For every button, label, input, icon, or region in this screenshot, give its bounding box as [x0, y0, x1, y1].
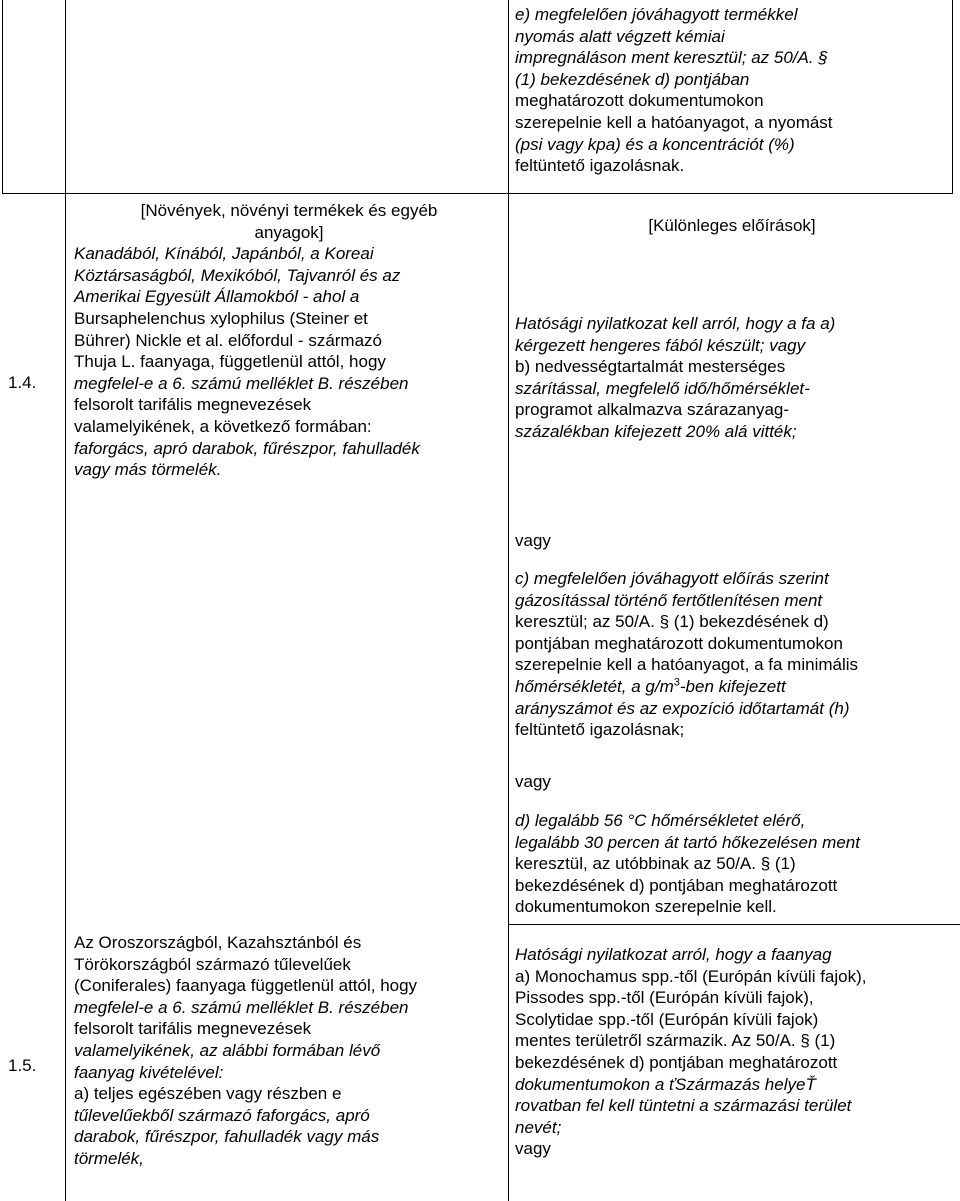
row-1-4-heading-cont: anyagok]: [254, 222, 324, 242]
continuation-item-e: e) megfelelően jóváhagyott termékkel nyomás alatt végzett kémiai impregnáláson ment keresztül; az 50/A. § (1) bekezdésének d) pontjában meghatározott dokumentumokon szerepelnie kell a hatóanyagot, a nyomást (psi vagy kpa) és a koncentrációt (%) feltüntető igazolásnak.: [515, 5, 833, 176]
row-1-4-description: [Növények, növényi termékek és egyéb anyagok] Kanadából, Kínából, Japánból, a Koreai Köztársaságból, Mexikóból, Tajvanról és az Amerikai Egyesült Államokból - ahol a Bursaphelenchus xylophilus (Steiner et Bührer) Nickle et al. előfordul - származó Thuja L. faanyaga, függetlenül attól, hogy megfelel-e a 6. számú melléklet B. részében felsorolt tarifális megnevezések valamelyikének, a következő formában: faforgács, apró darabok, fűrészpor, fahulladék vagy más törmelék.: [74, 200, 504, 481]
table-border-left: [2, 0, 3, 194]
row-1-4-requirement-a-b: Hatósági nyilatkozat kell arról, hogy a fa a) kérgezett hengeres fából készült; vagy b) nedvességtartalmát mesterséges szárítással, megfelelő idő/hőmérséklet- programot alkalmazva szárazanyag- százalékban kifejezett 20% alá vitték;: [515, 314, 836, 441]
table-divider-number-column: [65, 0, 66, 1201]
row-1-4-heading: [Növények, növényi termékek és egyéb: [140, 201, 438, 220]
row-1-5-description: Az Oroszországból, Kazahsztánból és Törökországból származó tűlevelűek (Coniferales) faanyaga függetlenül attól, hogy megfelel-e a 6. számú melléklet B. részében felsorolt tarifális megnevezések valamelyikének, az alábbi formában lévő faanyag kivételével: a) teljes egészében vagy részben e tűlevelűekből származó faforgács, apró darabok, fűrészpor, fahulladék vagy más törmelék,: [74, 933, 418, 1168]
row-1-4-requirements-heading: [Különleges előírások]: [648, 216, 816, 235]
cubic-superscript: 3: [673, 676, 680, 689]
table-rule-top-cell: [2, 193, 953, 194]
row-1-5-requirements: Hatósági nyilatkozat arról, hogy a faanyag a) Monochamus spp.-től (Európán kívüli fajok), Pissodes spp.-től (Európán kívüli fajok), Scolytidae spp.-től (Európán kívüli fajok) mentes területről származik. Az 50/A. § (1) bekezdésének d) pontjában meghatározott dokumentumokon a ťSzármazás helyeŤ rovatban fel kell tüntetni a származási terület nevét; vagy: [515, 945, 867, 1159]
row-number-1-5: 1.5.: [8, 1056, 37, 1075]
row-1-4-or-separator-1: vagy: [515, 531, 551, 550]
row-1-4-requirement-c: c) megfelelően jóváhagyott előírás szerint gázosítással történő fertőtlenítésen ment keresztül; az 50/A. § (1) bekezdésének d) pontjában meghatározott dokumentumokon szerepelnie kell a hatóanyagot, a fa minimális hőmérsékletét, a $g/m^3$-ben kifejezett arányszámot és az expozíció időtartamát (h) feltüntető igazolásnak;: [515, 569, 859, 740]
row-1-4-requirement-d: d) legalább 56 °C hőmérsékletet elérő, legalább 30 percen át tartó hőkezelésen ment keresztül, az utóbbinak az 50/A. § (1) bekezdésének d) pontjában meghatározott dokumentumokon szerepelnie kell.: [515, 811, 860, 917]
row-1-4-or-separator-2: vagy: [515, 772, 551, 791]
table-rule-row-1-5: [508, 924, 960, 925]
table-divider-main-column: [508, 0, 509, 1201]
row-number-1-4: 1.4.: [8, 373, 37, 392]
